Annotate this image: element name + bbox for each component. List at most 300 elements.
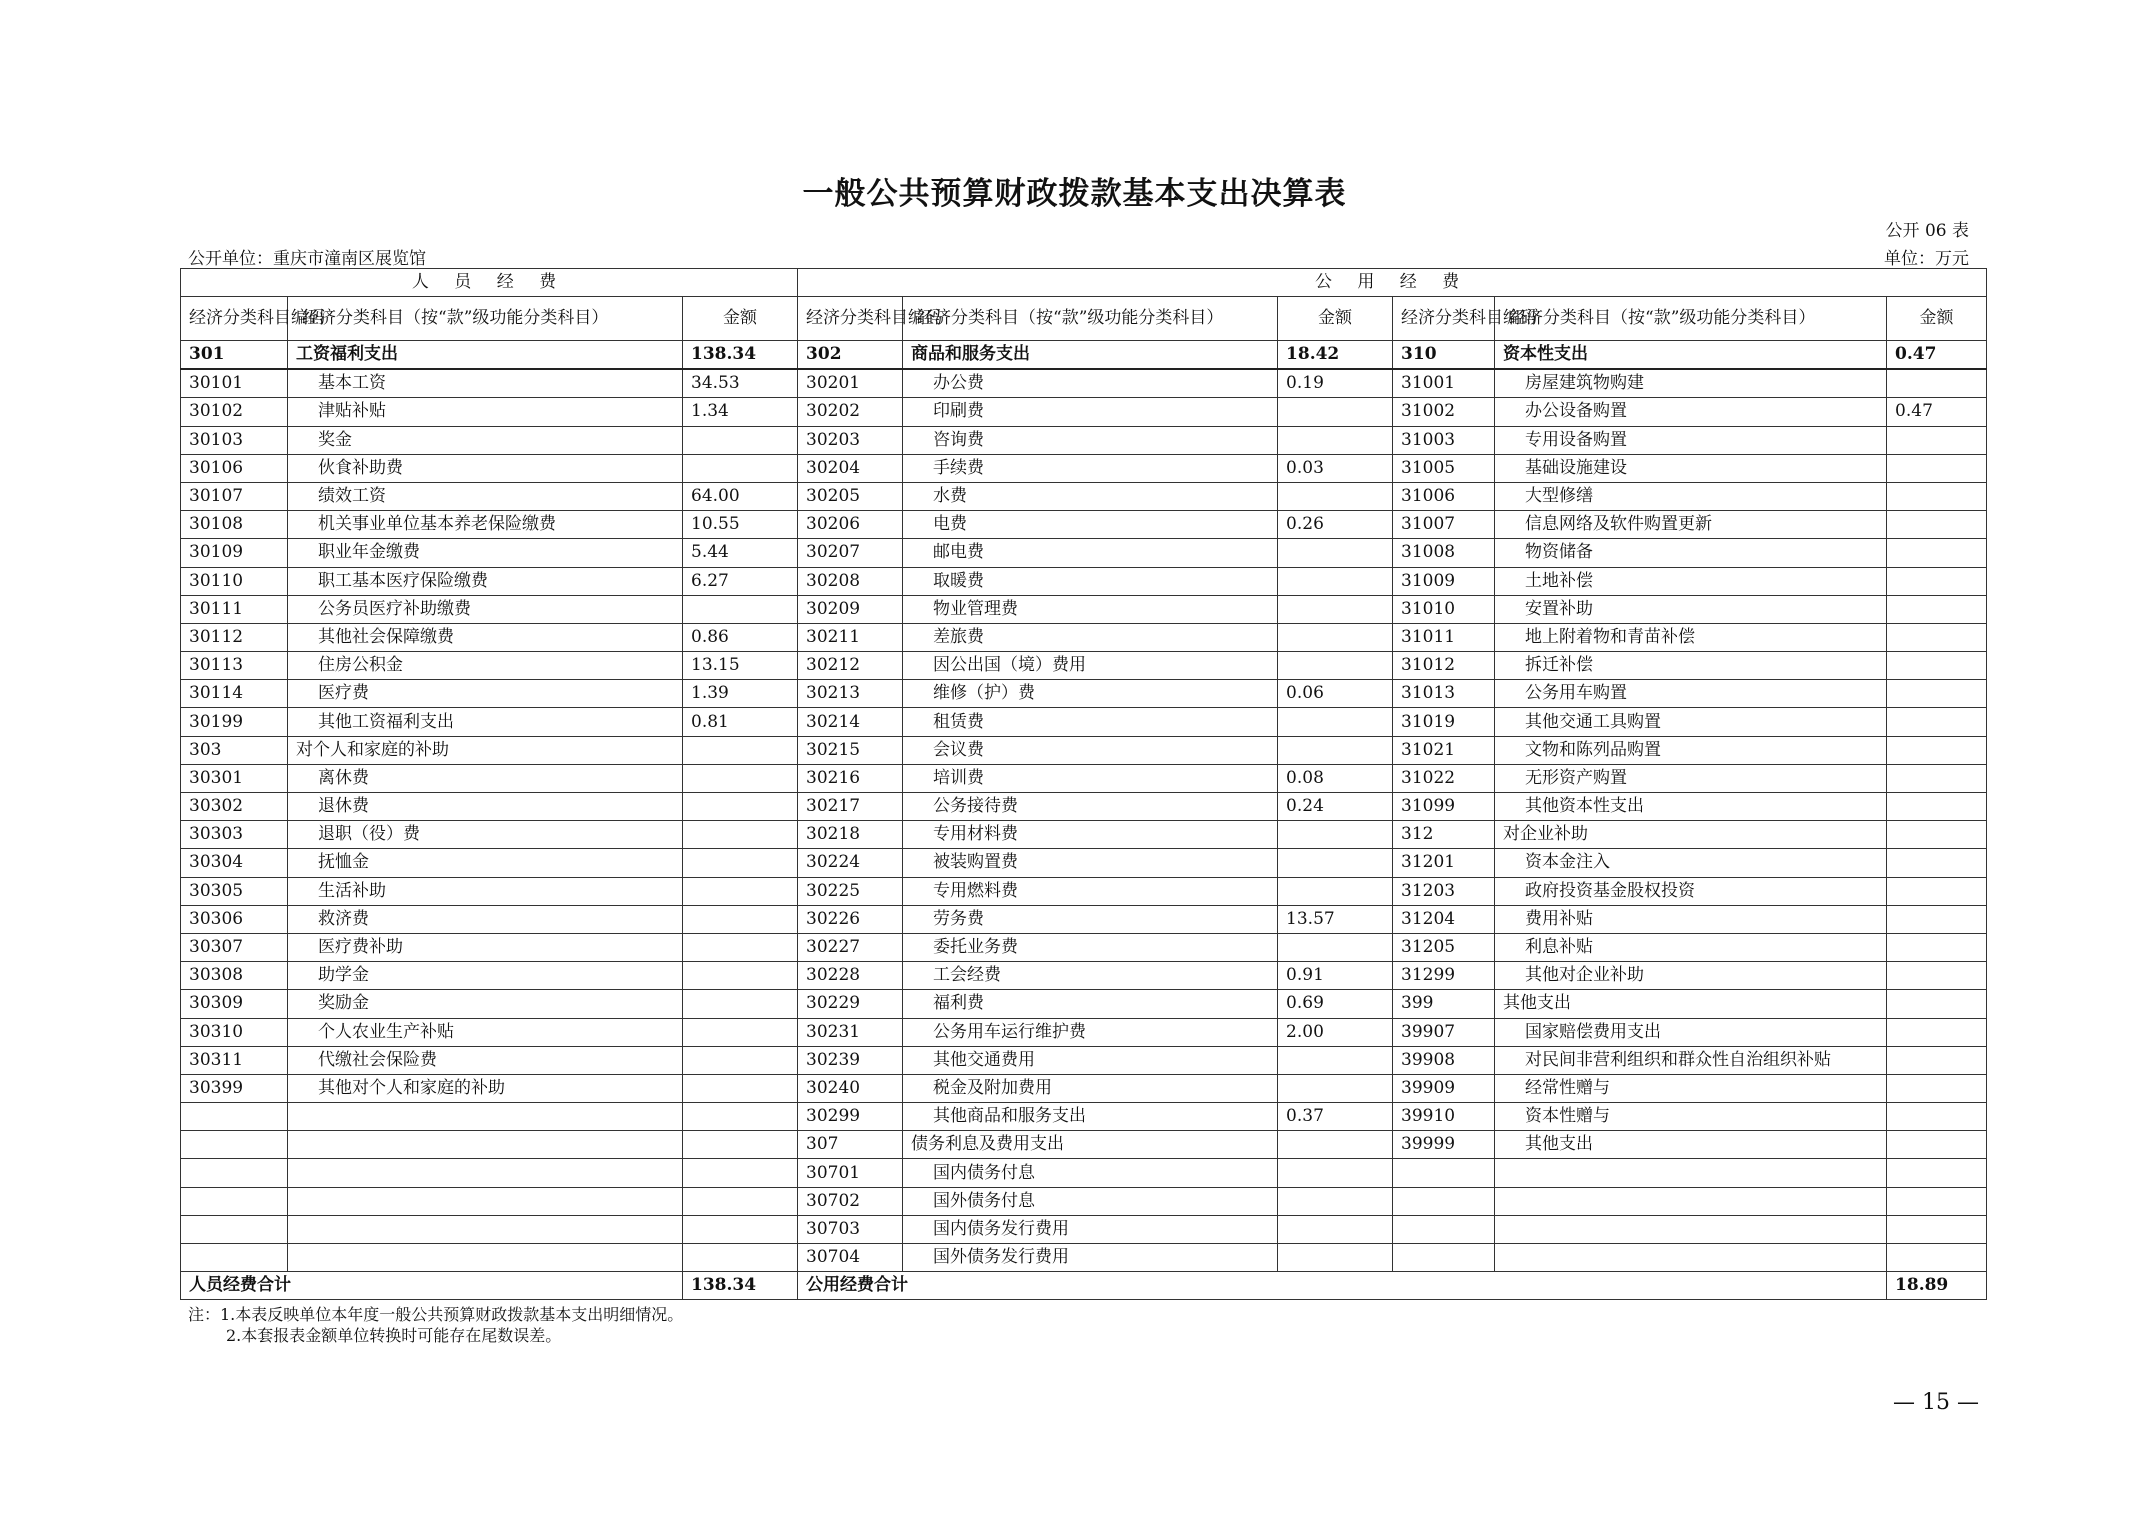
code-cell: 30109 xyxy=(181,539,288,567)
amount-cell: 138.34 xyxy=(683,341,798,370)
code-cell: 30113 xyxy=(181,652,288,680)
amount-cell xyxy=(683,1215,798,1243)
amount-cell xyxy=(1278,1244,1393,1272)
name-cell: 专用材料费 xyxy=(903,821,1278,849)
amount-cell xyxy=(1887,821,1987,849)
header-code: 经济分类科目编码 xyxy=(1393,297,1495,341)
amount-cell xyxy=(683,764,798,792)
name-cell: 退职（役）费 xyxy=(288,821,683,849)
amount-cell: 18.42 xyxy=(1278,341,1393,370)
amount-cell xyxy=(1278,623,1393,651)
code-cell: 312 xyxy=(1393,821,1495,849)
name-cell: 地上附着物和青苗补偿 xyxy=(1495,623,1887,651)
name-cell: 资本金注入 xyxy=(1495,849,1887,877)
table-row xyxy=(181,1159,1987,1187)
name-cell: 对个人和家庭的补助 xyxy=(288,736,683,764)
name-cell: 机关事业单位基本养老保险缴费 xyxy=(288,511,683,539)
code-cell: 30301 xyxy=(181,764,288,792)
amount-cell: 0.24 xyxy=(1278,793,1393,821)
name-cell: 文物和陈列品购置 xyxy=(1495,736,1887,764)
amount-cell xyxy=(1278,708,1393,736)
amount-cell xyxy=(683,990,798,1018)
code-cell: 31205 xyxy=(1393,933,1495,961)
code-cell xyxy=(1393,1244,1495,1272)
name-cell: 其他社会保障缴费 xyxy=(288,623,683,651)
code-cell: 30212 xyxy=(798,652,903,680)
amount-cell xyxy=(1278,877,1393,905)
name-cell xyxy=(1495,1187,1887,1215)
amount-cell xyxy=(1887,482,1987,510)
amount-cell xyxy=(1278,933,1393,961)
name-cell: 租赁费 xyxy=(903,708,1278,736)
name-cell: 个人农业生产补贴 xyxy=(288,1018,683,1046)
code-cell: 39908 xyxy=(1393,1046,1495,1074)
amount-cell xyxy=(1887,1046,1987,1074)
name-cell xyxy=(288,1131,683,1159)
code-cell: 30102 xyxy=(181,398,288,426)
name-cell: 安置补助 xyxy=(1495,595,1887,623)
table-row xyxy=(181,652,1987,680)
code-cell: 30218 xyxy=(798,821,903,849)
code-cell: 30227 xyxy=(798,933,903,961)
name-cell xyxy=(1495,1244,1887,1272)
code-cell: 30304 xyxy=(181,849,288,877)
name-cell: 生活补助 xyxy=(288,877,683,905)
name-cell: 物业管理费 xyxy=(903,595,1278,623)
amount-cell xyxy=(1887,1131,1987,1159)
amount-cell: 0.47 xyxy=(1887,341,1987,370)
amount-cell xyxy=(1887,877,1987,905)
code-cell: 30199 xyxy=(181,708,288,736)
header-name: 经济分类科目（按“款”级功能分类科目） xyxy=(288,297,683,341)
table-row xyxy=(181,1215,1987,1243)
amount-cell: 0.06 xyxy=(1278,680,1393,708)
name-cell: 邮电费 xyxy=(903,539,1278,567)
amount-cell xyxy=(683,1244,798,1272)
name-cell: 职业年金缴费 xyxy=(288,539,683,567)
amount-cell xyxy=(1887,1215,1987,1243)
code-cell: 30307 xyxy=(181,933,288,961)
code-cell: 31201 xyxy=(1393,849,1495,877)
name-cell: 大型修缮 xyxy=(1495,482,1887,510)
name-cell: 伙食补助费 xyxy=(288,454,683,482)
table-row xyxy=(181,877,1987,905)
amount-cell xyxy=(1278,482,1393,510)
code-cell xyxy=(1393,1187,1495,1215)
name-cell: 其他对企业补助 xyxy=(1495,962,1887,990)
code-cell xyxy=(181,1159,288,1187)
amount-cell xyxy=(1887,990,1987,1018)
amount-cell xyxy=(1887,652,1987,680)
amount-cell xyxy=(1887,1074,1987,1102)
code-cell: 39999 xyxy=(1393,1131,1495,1159)
code-cell: 310 xyxy=(1393,341,1495,370)
code-cell: 30308 xyxy=(181,962,288,990)
header-amount: 金额 xyxy=(1887,297,1987,341)
table-row xyxy=(181,398,1987,426)
name-cell: 被装购置费 xyxy=(903,849,1278,877)
table-row xyxy=(181,764,1987,792)
name-cell xyxy=(288,1187,683,1215)
table-code-label: 公开 06 表 xyxy=(1885,221,1969,241)
code-cell: 31002 xyxy=(1393,398,1495,426)
table-row xyxy=(181,905,1987,933)
amount-cell: 2.00 xyxy=(1278,1018,1393,1046)
amount-cell: 0.91 xyxy=(1278,962,1393,990)
code-cell: 31022 xyxy=(1393,764,1495,792)
code-cell: 31012 xyxy=(1393,652,1495,680)
amount-cell xyxy=(1887,1159,1987,1187)
amount-cell xyxy=(1887,426,1987,454)
table-row xyxy=(181,736,1987,764)
unit-label: 单位：万元 xyxy=(1884,249,1969,269)
amount-cell xyxy=(1278,1074,1393,1102)
amount-cell xyxy=(1278,1131,1393,1159)
code-cell: 30229 xyxy=(798,990,903,1018)
name-cell: 津贴补贴 xyxy=(288,398,683,426)
name-cell: 商品和服务支出 xyxy=(903,341,1278,370)
name-cell: 职工基本医疗保险缴费 xyxy=(288,567,683,595)
code-cell: 31003 xyxy=(1393,426,1495,454)
amount-cell xyxy=(1887,511,1987,539)
amount-cell xyxy=(1887,793,1987,821)
amount-cell xyxy=(683,595,798,623)
table-row xyxy=(181,1103,1987,1131)
note-2: 2.本套报表金额单位转换时可能存在尾数误差。 xyxy=(226,1326,562,1345)
code-cell: 302 xyxy=(798,341,903,370)
code-cell: 31019 xyxy=(1393,708,1495,736)
code-cell: 30112 xyxy=(181,623,288,651)
amount-cell: 0.47 xyxy=(1887,398,1987,426)
name-cell: 办公费 xyxy=(903,369,1278,398)
name-cell: 会议费 xyxy=(903,736,1278,764)
code-cell: 31006 xyxy=(1393,482,1495,510)
amount-cell xyxy=(1278,1046,1393,1074)
amount-cell xyxy=(1887,539,1987,567)
org-label: 公开单位：重庆市潼南区展览馆 xyxy=(188,249,426,269)
name-cell: 办公设备购置 xyxy=(1495,398,1887,426)
name-cell: 信息网络及软件购置更新 xyxy=(1495,511,1887,539)
notes xyxy=(188,1304,683,1346)
table-row xyxy=(181,623,1987,651)
table-row xyxy=(181,990,1987,1018)
table-row xyxy=(181,1131,1987,1159)
table-row xyxy=(181,1018,1987,1046)
amount-cell xyxy=(683,962,798,990)
amount-cell xyxy=(683,1018,798,1046)
name-cell: 利息补贴 xyxy=(1495,933,1887,961)
code-cell: 30240 xyxy=(798,1074,903,1102)
amount-cell xyxy=(1887,962,1987,990)
amount-cell: 0.86 xyxy=(683,623,798,651)
name-cell: 奖金 xyxy=(288,426,683,454)
header-amount: 金额 xyxy=(683,297,798,341)
code-cell: 30203 xyxy=(798,426,903,454)
amount-cell xyxy=(1887,1187,1987,1215)
name-cell: 救济费 xyxy=(288,905,683,933)
amount-cell xyxy=(683,454,798,482)
code-cell: 30107 xyxy=(181,482,288,510)
code-cell: 30215 xyxy=(798,736,903,764)
name-cell: 福利费 xyxy=(903,990,1278,1018)
code-cell: 30103 xyxy=(181,426,288,454)
code-cell: 31005 xyxy=(1393,454,1495,482)
code-cell: 30231 xyxy=(798,1018,903,1046)
name-cell: 公务用车运行维护费 xyxy=(903,1018,1278,1046)
table-body xyxy=(181,341,1987,1272)
name-cell: 无形资产购置 xyxy=(1495,764,1887,792)
code-cell: 303 xyxy=(181,736,288,764)
amount-cell xyxy=(683,1103,798,1131)
name-cell: 助学金 xyxy=(288,962,683,990)
code-cell: 30399 xyxy=(181,1074,288,1102)
name-cell: 取暖费 xyxy=(903,567,1278,595)
amount-cell xyxy=(1887,623,1987,651)
code-cell: 301 xyxy=(181,341,288,370)
section-public: 公 用 经 费 xyxy=(798,269,1987,297)
name-cell: 离休费 xyxy=(288,764,683,792)
name-cell: 公务用车购置 xyxy=(1495,680,1887,708)
name-cell: 工资福利支出 xyxy=(288,341,683,370)
name-cell: 工会经费 xyxy=(903,962,1278,990)
amount-cell xyxy=(1887,764,1987,792)
name-cell: 因公出国（境）费用 xyxy=(903,652,1278,680)
code-cell: 30702 xyxy=(798,1187,903,1215)
amount-cell xyxy=(1278,652,1393,680)
name-cell: 委托业务费 xyxy=(903,933,1278,961)
amount-cell: 5.44 xyxy=(683,539,798,567)
code-cell xyxy=(181,1215,288,1243)
amount-cell xyxy=(1278,595,1393,623)
amount-cell: 10.55 xyxy=(683,511,798,539)
table-row xyxy=(181,567,1987,595)
code-cell: 39910 xyxy=(1393,1103,1495,1131)
code-cell: 30216 xyxy=(798,764,903,792)
amount-cell: 64.00 xyxy=(683,482,798,510)
code-cell: 30309 xyxy=(181,990,288,1018)
table-row xyxy=(181,849,1987,877)
code-cell: 31203 xyxy=(1393,877,1495,905)
name-cell: 手续费 xyxy=(903,454,1278,482)
code-cell: 30201 xyxy=(798,369,903,398)
code-cell: 30306 xyxy=(181,905,288,933)
table-row xyxy=(181,595,1987,623)
table-row xyxy=(181,708,1987,736)
name-cell: 基础设施建设 xyxy=(1495,454,1887,482)
table-row xyxy=(181,539,1987,567)
table-row xyxy=(181,369,1987,398)
section-personnel: 人 员 经 费 xyxy=(181,269,798,297)
amount-cell: 0.19 xyxy=(1278,369,1393,398)
code-cell: 30704 xyxy=(798,1244,903,1272)
name-cell: 国外债务发行费用 xyxy=(903,1244,1278,1272)
name-cell: 资本性支出 xyxy=(1495,341,1887,370)
amount-cell xyxy=(683,1046,798,1074)
table-row xyxy=(181,1187,1987,1215)
amount-cell xyxy=(1887,369,1987,398)
code-cell: 399 xyxy=(1393,990,1495,1018)
name-cell: 其他商品和服务支出 xyxy=(903,1103,1278,1131)
table-row xyxy=(181,454,1987,482)
table-row xyxy=(181,962,1987,990)
amount-cell xyxy=(683,877,798,905)
name-cell: 专用设备购置 xyxy=(1495,426,1887,454)
name-cell: 专用燃料费 xyxy=(903,877,1278,905)
amount-cell xyxy=(683,736,798,764)
code-cell: 30108 xyxy=(181,511,288,539)
amount-cell xyxy=(1887,680,1987,708)
amount-cell xyxy=(1278,1215,1393,1243)
name-cell: 奖励金 xyxy=(288,990,683,1018)
name-cell: 住房公积金 xyxy=(288,652,683,680)
table-row xyxy=(181,1046,1987,1074)
amount-cell xyxy=(683,1187,798,1215)
public-total-amount: 18.89 xyxy=(1887,1272,1987,1300)
amount-cell xyxy=(683,426,798,454)
page-title: 一般公共预算财政拨款基本支出决算表 xyxy=(802,176,1347,212)
code-cell: 30209 xyxy=(798,595,903,623)
amount-cell xyxy=(1278,1187,1393,1215)
name-cell xyxy=(288,1159,683,1187)
code-cell xyxy=(181,1103,288,1131)
code-cell: 30111 xyxy=(181,595,288,623)
amount-cell: 13.15 xyxy=(683,652,798,680)
table-row xyxy=(181,426,1987,454)
name-cell: 水费 xyxy=(903,482,1278,510)
code-cell: 30202 xyxy=(798,398,903,426)
amount-cell xyxy=(683,849,798,877)
name-cell: 资本性赠与 xyxy=(1495,1103,1887,1131)
amount-cell xyxy=(683,793,798,821)
amount-cell xyxy=(1887,1018,1987,1046)
name-cell: 税金及附加费用 xyxy=(903,1074,1278,1102)
amount-cell: 34.53 xyxy=(683,369,798,398)
amount-cell xyxy=(1887,849,1987,877)
name-cell: 房屋建筑物购建 xyxy=(1495,369,1887,398)
code-cell xyxy=(181,1244,288,1272)
table-row xyxy=(181,341,1987,370)
personnel-total-amount: 138.34 xyxy=(683,1272,798,1300)
name-cell: 印刷费 xyxy=(903,398,1278,426)
amount-cell xyxy=(1278,539,1393,567)
code-cell: 31204 xyxy=(1393,905,1495,933)
name-cell: 政府投资基金股权投资 xyxy=(1495,877,1887,905)
name-cell: 其他交通费用 xyxy=(903,1046,1278,1074)
code-cell: 31001 xyxy=(1393,369,1495,398)
amount-cell: 0.81 xyxy=(683,708,798,736)
table-row xyxy=(181,482,1987,510)
amount-cell xyxy=(1887,905,1987,933)
code-cell: 31299 xyxy=(1393,962,1495,990)
name-cell xyxy=(288,1244,683,1272)
code-cell: 30110 xyxy=(181,567,288,595)
code-cell: 30310 xyxy=(181,1018,288,1046)
name-cell: 其他交通工具购置 xyxy=(1495,708,1887,736)
amount-cell: 13.57 xyxy=(1278,905,1393,933)
code-cell xyxy=(181,1131,288,1159)
amount-cell: 0.08 xyxy=(1278,764,1393,792)
name-cell: 债务利息及费用支出 xyxy=(903,1131,1278,1159)
code-cell: 30305 xyxy=(181,877,288,905)
table-row xyxy=(181,1074,1987,1102)
code-cell: 31007 xyxy=(1393,511,1495,539)
code-cell: 307 xyxy=(798,1131,903,1159)
amount-cell xyxy=(1887,1103,1987,1131)
code-cell: 30226 xyxy=(798,905,903,933)
amount-cell xyxy=(683,1074,798,1102)
name-cell: 医疗费补助 xyxy=(288,933,683,961)
name-cell: 培训费 xyxy=(903,764,1278,792)
amount-cell xyxy=(1887,454,1987,482)
name-cell: 国家赔偿费用支出 xyxy=(1495,1018,1887,1046)
header-name: 经济分类科目（按“款”级功能分类科目） xyxy=(903,297,1278,341)
code-cell: 30303 xyxy=(181,821,288,849)
name-cell: 抚恤金 xyxy=(288,849,683,877)
code-cell: 30299 xyxy=(798,1103,903,1131)
code-cell: 31011 xyxy=(1393,623,1495,651)
code-cell: 31008 xyxy=(1393,539,1495,567)
amount-cell: 1.39 xyxy=(683,680,798,708)
code-cell: 30207 xyxy=(798,539,903,567)
amount-cell xyxy=(683,821,798,849)
table-row xyxy=(181,933,1987,961)
name-cell: 绩效工资 xyxy=(288,482,683,510)
amount-cell xyxy=(1887,595,1987,623)
amount-cell: 0.03 xyxy=(1278,454,1393,482)
code-cell: 30302 xyxy=(181,793,288,821)
name-cell: 费用补贴 xyxy=(1495,905,1887,933)
name-cell: 土地补偿 xyxy=(1495,567,1887,595)
name-cell: 对企业补助 xyxy=(1495,821,1887,849)
code-cell: 30211 xyxy=(798,623,903,651)
code-cell: 31010 xyxy=(1393,595,1495,623)
code-cell: 30224 xyxy=(798,849,903,877)
code-cell: 30204 xyxy=(798,454,903,482)
code-cell: 30214 xyxy=(798,708,903,736)
code-cell: 30213 xyxy=(798,680,903,708)
name-cell: 其他资本性支出 xyxy=(1495,793,1887,821)
code-cell: 30217 xyxy=(798,793,903,821)
code-cell: 30703 xyxy=(798,1215,903,1243)
name-cell xyxy=(288,1215,683,1243)
amount-cell xyxy=(1278,849,1393,877)
code-cell: 30311 xyxy=(181,1046,288,1074)
name-cell: 其他支出 xyxy=(1495,1131,1887,1159)
table-row xyxy=(181,511,1987,539)
name-cell: 医疗费 xyxy=(288,680,683,708)
name-cell: 拆迁补偿 xyxy=(1495,652,1887,680)
amount-cell: 0.69 xyxy=(1278,990,1393,1018)
amount-cell xyxy=(1887,1244,1987,1272)
table-row xyxy=(181,1244,1987,1272)
header-code: 经济分类科目编码 xyxy=(181,297,288,341)
code-cell: 30701 xyxy=(798,1159,903,1187)
header-amount: 金额 xyxy=(1278,297,1393,341)
note-1: 注：1.本表反映单位本年度一般公共预算财政拨款基本支出明细情况。 xyxy=(188,1305,684,1324)
name-cell: 其他对个人和家庭的补助 xyxy=(288,1074,683,1102)
header-name: 经济分类科目（按“款”级功能分类科目） xyxy=(1495,297,1887,341)
table-row xyxy=(181,821,1987,849)
table-row xyxy=(181,680,1987,708)
amount-cell xyxy=(683,933,798,961)
name-cell xyxy=(1495,1215,1887,1243)
name-cell: 经常性赠与 xyxy=(1495,1074,1887,1102)
name-cell: 物资储备 xyxy=(1495,539,1887,567)
amount-cell xyxy=(683,1159,798,1187)
code-cell: 39907 xyxy=(1393,1018,1495,1046)
code-cell: 31013 xyxy=(1393,680,1495,708)
name-cell: 代缴社会保险费 xyxy=(288,1046,683,1074)
